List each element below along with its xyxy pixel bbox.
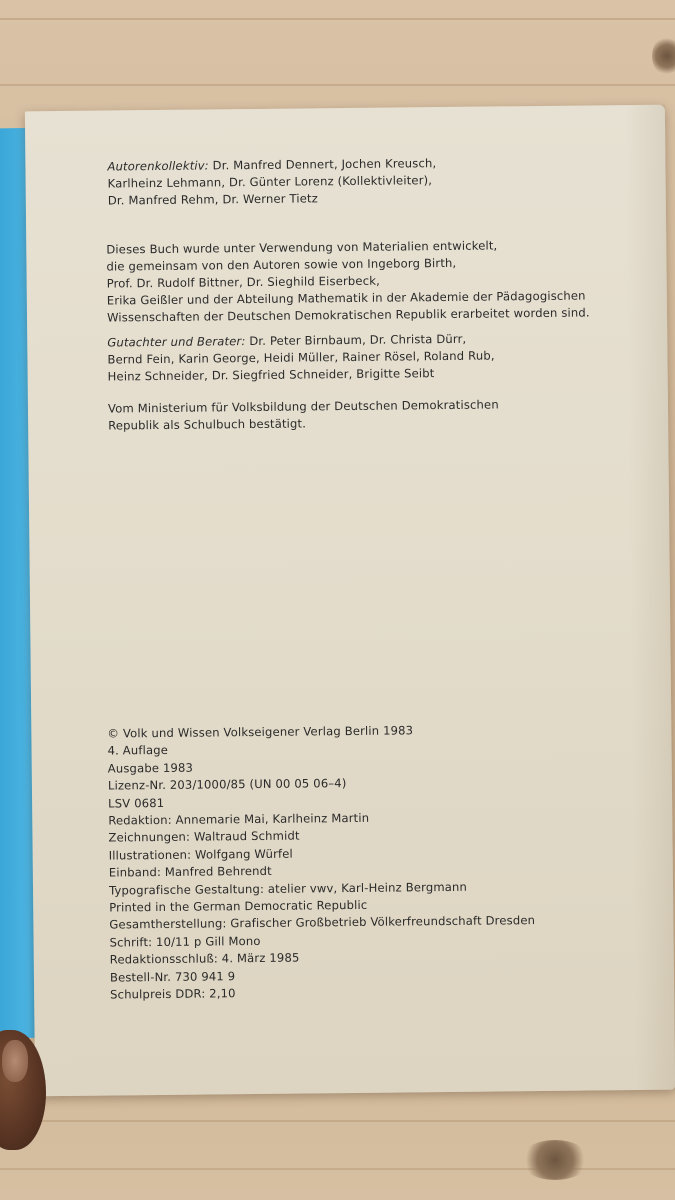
- approval-block: [108, 396, 499, 434]
- development-line: Erika Geißler und der Abteilung Mathematik in der Akademie der Pädagogischen: [106, 288, 586, 308]
- development-line: Prof. Dr. Rudolf Bittner, Dr. Sieghild Eiserbeck,: [106, 273, 380, 291]
- development-line: Dieses Buch wurde unter Verwendung von Materialien entwickelt,: [106, 238, 498, 257]
- authors-line: Karlheinz Lehmann, Dr. Günter Lorenz (Kollektivleiter),: [107, 173, 433, 191]
- imprint-drawings: Zeichnungen: Waltraud Schmidt: [108, 828, 300, 845]
- approval-line: Vom Ministerium für Volksbildung der Deutschen Demokratischen: [107, 397, 499, 416]
- development-block: [106, 236, 590, 326]
- development-line: die gemeinsam von den Autoren sowie von Ingeborg Birth,: [106, 255, 457, 274]
- imprint-issue: Ausgabe 1983: [107, 760, 194, 776]
- approval-line: Republik als Schulbuch bestätigt.: [108, 416, 307, 433]
- imprint-price: Schulpreis DDR: 2,10: [110, 986, 236, 1002]
- wood-grain-line: [0, 84, 675, 86]
- imprint-order-number: Bestell-Nr. 730 941 9: [109, 968, 236, 985]
- page-shadow: [625, 105, 675, 1090]
- imprint-copyright: © Volk und Wissen Volkseigener Verlag Berlin 1983: [107, 723, 414, 741]
- reviewers-line: Bernd Fein, Karin George, Heidi Müller, Rainer Rösel, Roland Rub,: [107, 348, 495, 367]
- imprint-printed-in: Printed in the German Democratic Republic: [109, 897, 368, 915]
- wood-knot: [520, 1140, 590, 1180]
- reviewers-block: [107, 330, 495, 385]
- imprint-binding: Einband: Manfred Behrendt: [108, 864, 272, 880]
- imprint-production: Gesamtherstellung: Grafischer Großbetrieb Völkerfreundschaft Dresden: [109, 913, 536, 933]
- imprint-deadline: Redaktionsschluß: 4. März 1985: [109, 950, 300, 967]
- thumbnail-nail: [2, 1040, 28, 1082]
- wood-knot: [652, 36, 675, 76]
- imprint-font: Schrift: 10/11 p Gill Mono: [109, 933, 261, 950]
- imprint-edition: 4. Auflage: [107, 743, 169, 758]
- reviewers-names: Dr. Peter Birnbaum, Dr. Christa Dürr,: [245, 331, 467, 349]
- imprint-lsv: LSV 0681: [108, 795, 165, 811]
- authors-line: Dr. Manfred Rehm, Dr. Werner Tietz: [107, 191, 319, 208]
- reviewers-label: Gutachter und Berater:: [107, 334, 246, 350]
- development-line: Wissenschaften der Deutschen Demokratischen Republik erarbeitet worden sind.: [106, 305, 590, 325]
- wood-grain-line: [0, 1120, 675, 1122]
- imprint-illustrations: Illustrationen: Wolfgang Würfel: [108, 846, 293, 863]
- authors-names: Dr. Manfred Dennert, Jochen Kreusch,: [208, 156, 437, 173]
- wood-grain-line: [0, 18, 675, 20]
- book-page: [25, 105, 675, 1097]
- authors-label: Autorenkollektiv:: [107, 158, 209, 174]
- imprint-typography: Typografische Gestaltung: atelier vwv, Karl-Heinz Bergmann: [108, 879, 468, 898]
- imprint-license: Lizenz-Nr. 203/1000/85 (UN 00 05 06–4): [107, 776, 347, 793]
- authors-block: [107, 155, 436, 209]
- imprint-block: [107, 721, 536, 1004]
- reviewers-line: Heinz Schneider, Dr. Siegfried Schneider, Brigitte Seibt: [107, 366, 435, 384]
- imprint-editors: Redaktion: Annemarie Mai, Karlheinz Martin: [108, 810, 370, 828]
